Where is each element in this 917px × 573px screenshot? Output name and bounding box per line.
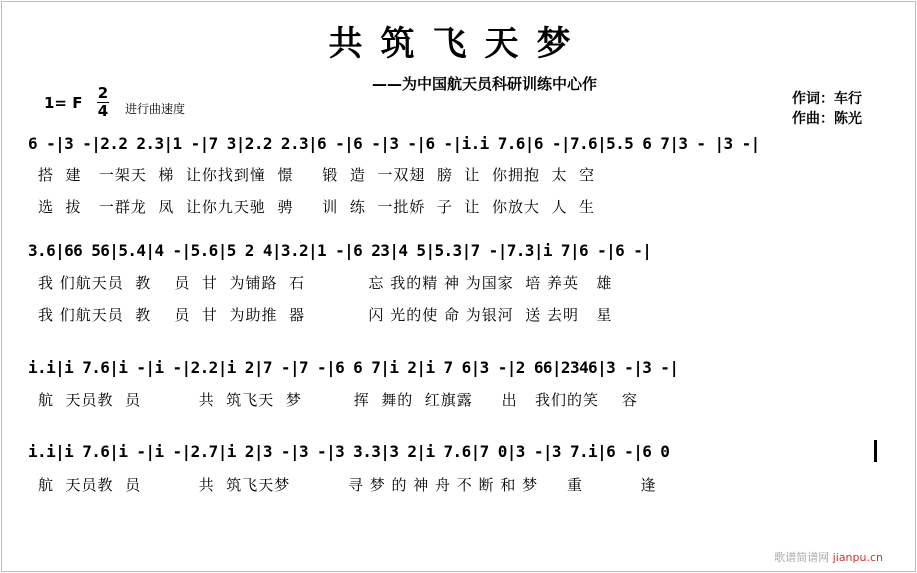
lyric-line-2b: 我 们航天员 教 员 甘 为助推 器 闪 光的使 命 为银河 送 去明 星 <box>38 306 613 324</box>
notes-line-4: i.i|i 7.6|i -|i -|2.7|i 2|3 -|3 -|3 3.3|3 2|i 7.6|7 0|3 -|3 7.i|6 -|6 0 <box>28 442 670 461</box>
song-title: 共筑飞天梦 <box>328 24 589 64</box>
lyric-line-4: 航 天员教 员 共 筑飞天梦 寻 梦 的 神 舟 不 断 和 梦 重 逢 <box>38 476 657 494</box>
time-signature <box>97 86 109 119</box>
notes-line-1: 6 -|3 -|2.2 2.3|1 -|7 3|2.2 2.3|6 -|6 -|3 -|6 -|i.i 7.6|6 -|7.6|5.5 6 7|3 - |3 -| <box>28 134 760 153</box>
notes-line-3: i.i|i 7.6|i -|i -|2.2|i 2|7 -|7 -|6 6 7|i 2|i 7 6|3 -|2 66|2346|3 -|3 -| <box>28 358 679 377</box>
time-signature-top: 2 <box>97 84 109 102</box>
song-subtitle: ——为中国航天员科研训练中心作 <box>372 75 598 93</box>
final-barline <box>874 440 877 462</box>
lyric-line-1a: 搭 建 一架天 梯 让你找到憧 憬 锻 造 一双翅 膀 让 你拥抱 太 空 <box>38 166 596 184</box>
watermark-url: jianpu.cn <box>832 551 883 564</box>
time-signature-bottom: 4 <box>97 102 109 120</box>
notes-line-2: 3.6|66 56|5.4|4 -|5.6|5 2 4|3.2|1 -|6 23|4 5|5.3|7 -|7.3|i 7|6 -|6 -| <box>28 241 652 260</box>
composer-credit: 作曲：陈光 <box>792 111 862 127</box>
watermark-text: 歌谱简谱网 <box>774 551 830 564</box>
lyric-line-3: 航 天员教 员 共 筑飞天 梦 挥 舞的 红旗露 出 我们的笑 容 <box>38 391 639 409</box>
tempo-marking: 进行曲速度 <box>125 102 186 116</box>
lyric-line-2a: 我 们航天员 教 员 甘 为铺路 石 忘 我的精 神 为国家 培 养英 雄 <box>38 274 613 292</box>
key-signature: 1= F <box>44 94 83 112</box>
watermark <box>774 549 883 565</box>
lyricist-credit: 作词：车行 <box>792 91 862 107</box>
lyric-line-1b: 选 拔 一群龙 凤 让你九天驰 骋 训 练 一批娇 子 让 你放大 人 生 <box>38 198 596 216</box>
